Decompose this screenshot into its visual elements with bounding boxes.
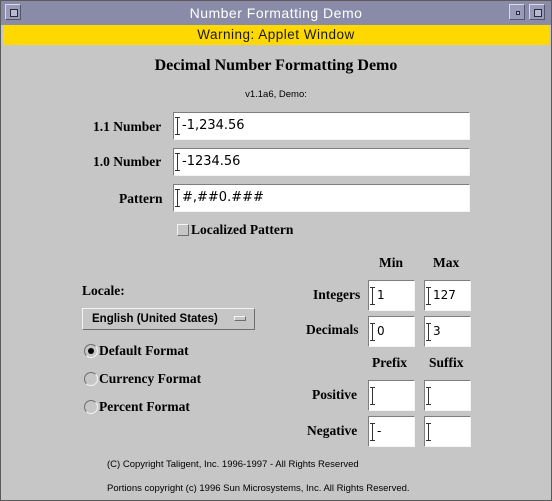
text-cursor-icon (372, 287, 373, 305)
pattern-value: #,##0.### (182, 190, 264, 205)
window-menu-button[interactable] (5, 4, 21, 20)
positive-label: Positive (312, 387, 357, 402)
positive-prefix-field[interactable] (368, 380, 415, 411)
maximize-icon (534, 9, 542, 17)
decimals-max-value: 3 (433, 324, 441, 338)
positive-suffix-field[interactable] (424, 380, 471, 411)
text-cursor-icon (428, 387, 429, 405)
currency-format-label: Currency Format (99, 371, 202, 386)
text-cursor-icon (372, 423, 373, 441)
title-bar[interactable] (1, 1, 551, 25)
currency-format-radio[interactable] (84, 372, 98, 386)
integers-min-field[interactable] (368, 280, 415, 311)
number-10-value: -1234.56 (182, 154, 241, 169)
text-cursor-icon (428, 287, 429, 305)
minimize-icon (516, 11, 520, 15)
percent-format-label: Percent Format (99, 399, 190, 414)
negative-suffix-field[interactable] (424, 416, 471, 447)
text-cursor-icon (177, 153, 178, 171)
text-cursor-icon (372, 323, 373, 341)
decimals-label: Decimals (306, 322, 359, 337)
number-11-field[interactable] (173, 112, 470, 140)
window-menu-icon (10, 9, 18, 17)
localized-pattern-label: Localized Pattern (191, 222, 294, 237)
integers-max-value: 127 (433, 288, 456, 302)
number-11-label: 1.1 Number (93, 119, 162, 134)
text-cursor-icon (428, 323, 429, 341)
minimize-button[interactable] (509, 4, 525, 20)
negative-prefix-value: - (377, 424, 382, 438)
locale-label: Locale: (82, 283, 125, 298)
copyright-text: (C) Copyright Taligent, Inc. 1996-1997 - All Rights Reserved (107, 459, 359, 470)
default-format-radio[interactable] (84, 344, 98, 358)
number-10-label: 1.0 Number (93, 154, 162, 169)
percent-format-radio[interactable] (84, 400, 98, 414)
window-title: Number Formatting Demo (189, 5, 363, 21)
pattern-label: Pattern (119, 191, 163, 206)
text-cursor-icon (428, 423, 429, 441)
min-header: Min (379, 255, 404, 270)
decimals-min-field[interactable] (368, 316, 415, 347)
text-cursor-icon (177, 189, 178, 207)
locale-selected: English (United States) (92, 313, 218, 325)
integers-max-field[interactable] (424, 280, 471, 311)
version-label: v1.1a6, Demo: (245, 89, 307, 100)
negative-label: Negative (307, 423, 358, 438)
page-title: Decimal Number Formatting Demo (154, 57, 398, 74)
portions-copyright-text: Portions copyright (c) 1996 Sun Microsystems, Inc. All Rights Reserved. (107, 483, 410, 494)
text-cursor-icon (177, 117, 178, 135)
dropdown-indicator-icon (234, 316, 246, 321)
number-10-field[interactable] (173, 148, 470, 176)
text-cursor-icon (372, 387, 373, 405)
integers-min-value: 1 (377, 288, 385, 302)
number-11-value: -1,234.56 (182, 118, 245, 133)
max-header: Max (433, 255, 460, 270)
suffix-header: Suffix (429, 355, 464, 370)
maximize-button[interactable] (529, 4, 545, 20)
negative-prefix-field[interactable] (368, 416, 415, 447)
default-format-label: Default Format (99, 343, 189, 358)
localized-pattern-checkbox[interactable] (177, 224, 189, 236)
integers-label: Integers (313, 287, 361, 302)
applet-warning-banner: Warning: Applet Window (3, 25, 549, 45)
decimals-max-field[interactable] (424, 316, 471, 347)
locale-select[interactable] (82, 308, 255, 330)
prefix-header: Prefix (372, 355, 407, 370)
decimals-min-value: 0 (377, 324, 385, 338)
pattern-field[interactable] (173, 184, 470, 212)
